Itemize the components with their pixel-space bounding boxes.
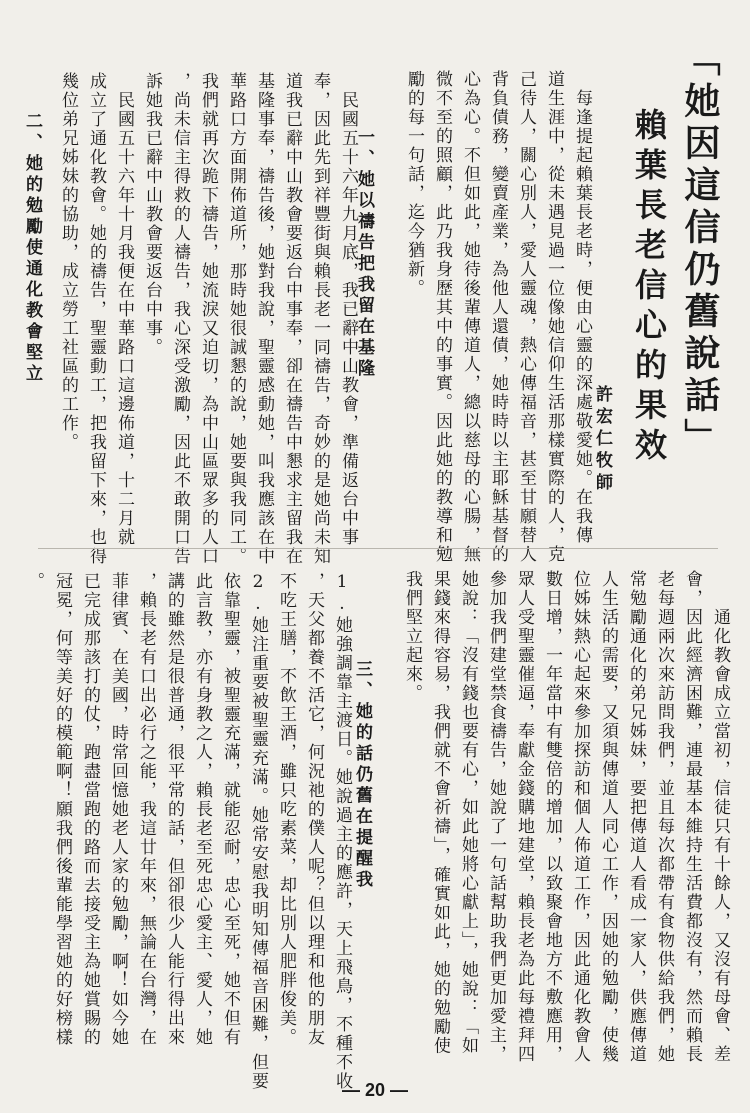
article-subtitle: 賴葉長老信心的果效 [630, 108, 668, 468]
section-2-heading: 二、她的勉勵使通化教會堅立 [22, 112, 42, 385]
intro-paragraph: 每逢提起賴葉長老時，便由心靈的深處敬愛她。在我傳 道生涯中，從未遇見過一位像她信仰生活那樣實際的人，克 己待人，關心別人，愛人靈魂，熱心傳福音，甚至甘願替人 背負債務，變賣產業，為他人還債，她時時以主耶穌基督的 心為心。不但如此，她待後輩傳道人，總以慈母的心腸，無 微不至的照顧，此乃我身歷其中的事實。因此她的教導和勉 勵的每一句話，迄今猶新。 [404, 70, 592, 564]
author-byline: 許宏仁牧師 [592, 385, 612, 495]
page-number: — 20 — [341, 1080, 409, 1100]
section-3-heading: 三、她的話仍舊在提醒我 [352, 660, 372, 891]
section-1-heading: 一、她以禱告把我留在基隆 [354, 128, 374, 380]
section-2-body: 通化教會成立當初，信徒只有十餘人，又沒有母會、差 會，因此經濟困難，連最基本維持生活費都沒有，然而賴長 老每週兩次來訪問我們，並且每次都帶有食物供給我們，她 常勉勵通化的弟兄姊妹，要把傳道人看成一家人，供應傳道 人生活的需要，又須與傳道人同心工作，因她的勉勵，使幾 位姊妹熱心起來參加探訪和個人佈道工作，因此通化教會人 數日增，一年當中有雙倍的增加，以致聚會地方不敷應用， 眾人受聖靈催逼，奉獻金錢購地建堂，賴長老為此每禮拜四 參加我們建堂禁食禱告，她說了一句話幫助我們更加愛主， 她說：「沒有錢也要有心，如此她將心獻上」，她說：「如 果錢來得容易，我們就不會祈禱」，確實如此，她的勉勵使 我們堅立起來。 [402, 570, 730, 1064]
section-3-body: 1.她強調靠主渡日。她說過主的應許，天上飛鳥，不種不收 ，天父都養不活它，何況祂的僕人呢？但以理和他的朋友 不吃王膳，不飲王酒，雖只吃素菜，却比別人肥胖俊美。 2.她注重要被聖靈充滿。她常安慰我明知傳福音困難，但要 依靠聖靈，被聖靈充滿，就能忍耐，忠心至死，她不但有 此言教，亦有身教之人，賴長老至死忠心愛主、愛人，她 講的雖然是很普通，很平常的話，但卻很少人能行得出來 ，賴長老有口出必行之能，我這廿年來，無論在台灣，在 菲律賓、在美國，時常回憶她老人家的勉勵，啊！如今她 已完成那該打的仗，跑盡當跑的路而去接受主為她賞賜的 冠冕，何等美好的模範啊！願我們後輩能學習她的好榜樣 。 [24, 572, 352, 1091]
article-title: 「她因這信仍舊說話」 [679, 40, 721, 460]
section-1-body: 民國五十六年九月底，我已辭中山教會，準備返台中事 奉，因此先到祥豐街與賴長老一同禱告，奇妙的是她尚未知 道我已辭中山教會要返台中事奉，卻在禱告中懇求主留我在 基隆事奉，禱告後，她對我說，聖靈感動她，叫我應該在中 華路口方面開佈道所，那時她很誠懇的說，她要與我同工。 我們就再次跪下禱告，她流淚又迫切，為中山區眾多的人口 ，尚未信主得救的人禱告，我心深受激勵，因此不敢開口告 訴她我已辭中山教會要返台中事。 民國五十六年十月我便在中華路口這邊佈道，十二月就 成立了通化教會。她的禱告，聖靈動工，把我留下來，也得 幾位弟兄姊妹的協助，成立勞工社區的工作。 [58, 72, 358, 566]
section-divider [38, 548, 718, 549]
